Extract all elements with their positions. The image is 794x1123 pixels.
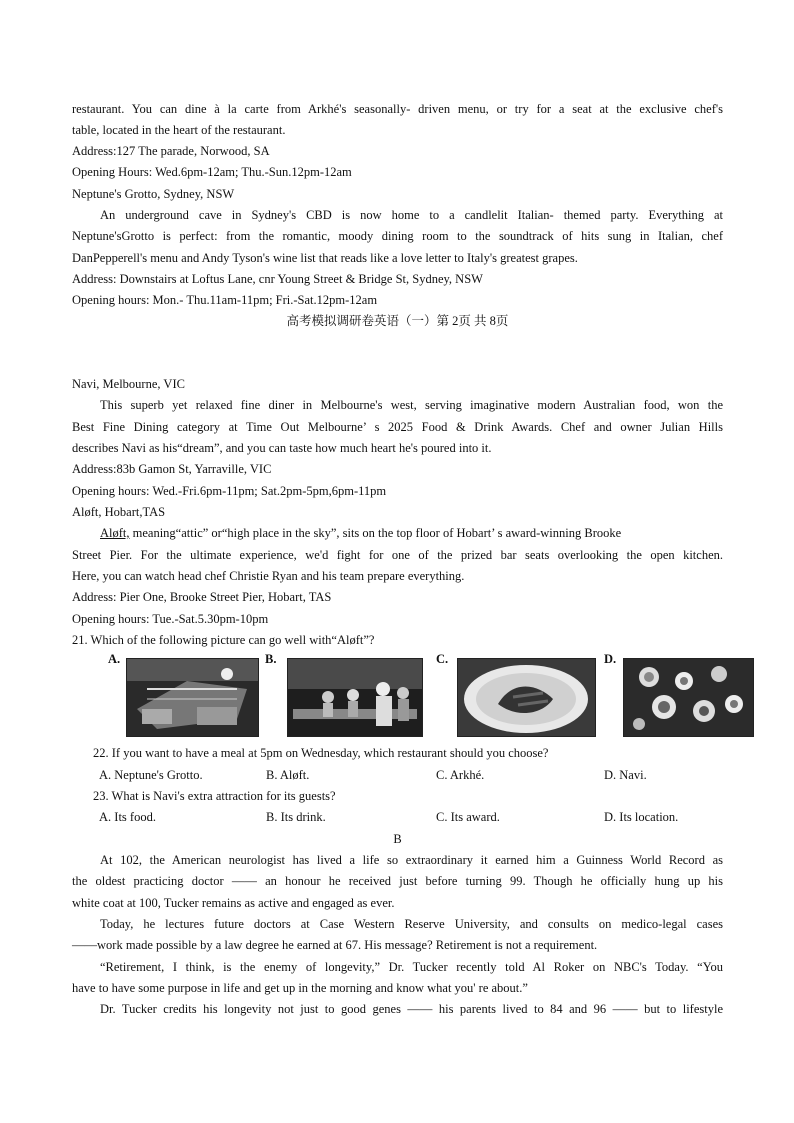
option-d[interactable]: D. Its location. (604, 810, 679, 824)
underlined-word: Aløft, (100, 526, 130, 540)
text-line: Opening Hours: Wed.6pm-12am; Thu.-Sun.12pm-12am (72, 165, 352, 179)
option-a[interactable]: A. Its food. (99, 810, 156, 824)
text-line: Here, you can watch head chef Christie Ryan and his team prepare everything. (72, 569, 465, 583)
text-line: Address: Downstairs at Loftus Lane, cnr Young Street & Bridge St, Sydney, NSW (72, 272, 483, 286)
plated-dish-photo-icon (458, 659, 595, 736)
option-c[interactable]: C. Its award. (436, 810, 500, 824)
restaurant-heading: Neptune's Grotto, Sydney, NSW (72, 187, 235, 201)
option-label-b: B. (265, 652, 277, 666)
text-line: ——work made possible by a law degree he earned at 67. His message? Retirement is not a requirement. (72, 938, 598, 952)
question-stem: 21. Which of the following picture can go well with“Aløft”? (72, 633, 375, 647)
text-line: have to have some purpose in life and get up in the morning and know what you' re about.” (72, 981, 528, 995)
text-line: At 102, the American neurologist has lived a life so extraordinary it earned him a Guinness World Record as (100, 853, 723, 867)
option-c[interactable]: C. Arkhé. (436, 768, 485, 782)
option-b[interactable]: B. Its drink. (266, 810, 326, 824)
restaurant-heading: Navi, Melbourne, VIC (72, 377, 185, 391)
option-a[interactable]: A. Neptune's Grotto. (99, 768, 203, 782)
text-line: Neptune'sGrotto is perfect: from the romantic, moody dining room to the soundtrack of hits sung in Italian, chef (72, 229, 723, 243)
restaurant-heading: Aløft, Hobart,TAS (72, 505, 166, 519)
question-stem: 22. If you want to have a meal at 5pm on Wednesday, which restaurant should you choose? (93, 746, 549, 760)
page-footer: 高考模拟调研卷英语（一）第 2页 共 8页 (286, 314, 509, 328)
option-label-a: A. (108, 652, 121, 666)
option-b-image[interactable] (287, 658, 423, 737)
text-line: Opening hours: Wed.-Fri.6pm-11pm; Sat.2pm-5pm,6pm-11pm (72, 484, 387, 498)
diners-photo-icon (288, 659, 422, 736)
text-line: Street Pier. For the ultimate experience, we'd fight for one of the prized bar seats overlooking the open kitchen. (72, 548, 723, 562)
option-b[interactable]: B. Aløft. (266, 768, 310, 782)
table-dishes-photo-icon (624, 659, 753, 736)
text-line (72, 523, 723, 544)
option-label-d: D. (604, 652, 617, 666)
text-line: This superb yet relaxed fine diner in Melbourne's west, serving imaginative modern Australian food, won the (100, 398, 723, 412)
text-fragment: meaning“attic” or“high place in the sky”, sits on the top floor of Hobart’ s award-winning Brooke (129, 526, 622, 540)
text-line: Today, he lectures future doctors at Case Western Reserve University, and consults on medico-legal cases (100, 917, 723, 931)
terrace-photo-icon (127, 659, 258, 736)
text-line: Dr. Tucker credits his longevity not just to good genes —— his parents lived to 84 and 96 —— but to lifestyle (100, 1002, 723, 1016)
text-line: “Retirement, I think, is the enemy of longevity,” Dr. Tucker recently told Al Roker on NBC's Today. “You (100, 960, 723, 974)
text-line: white coat at 100, Tucker remains as active and engaged as ever. (72, 896, 395, 910)
text-line: Best Fine Dining category at Time Out Melbourne’ s 2025 Food & Drink Awards. Chef and owner Julian Hills (72, 420, 723, 434)
text-line: Address:83b Gamon St, Yarraville, VIC (72, 462, 272, 476)
option-d[interactable]: D. Navi. (604, 768, 647, 782)
section-heading: B (393, 832, 402, 846)
text-line: the oldest practicing doctor —— an honour he received just before turning 99. Though he officially hung up his (72, 874, 723, 888)
option-a-image[interactable] (126, 658, 259, 737)
text-line: describes Navi as his“dream”, and you can taste how much heart he's poured into it. (72, 441, 492, 455)
text-line: table, located in the heart of the restaurant. (72, 123, 286, 137)
question-stem: 23. What is Navi's extra attraction for its guests? (93, 789, 336, 803)
text-line: An underground cave in Sydney's CBD is now home to a candlelit Italian- themed party. Everything at (100, 208, 723, 222)
text-line: Address:127 The parade, Norwood, SA (72, 144, 270, 158)
text-line: Opening hours: Mon.- Thu.11am-11pm; Fri.-Sat.12pm-12am (72, 293, 378, 307)
option-d-image[interactable] (623, 658, 754, 737)
option-c-image[interactable] (457, 658, 596, 737)
text-line: DanPepperell's menu and Andy Tyson's wine list that reads like a love letter to Italy's greatest grapes. (72, 251, 578, 265)
text-line: restaurant. You can dine à la carte from Arkhé's seasonally- driven menu, or try for a seat at the exclusive chef's (72, 102, 723, 116)
text-line: Address: Pier One, Brooke Street Pier, Hobart, TAS (72, 590, 332, 604)
text-line: Opening hours: Tue.-Sat.5.30pm-10pm (72, 612, 269, 626)
option-label-c: C. (436, 652, 449, 666)
